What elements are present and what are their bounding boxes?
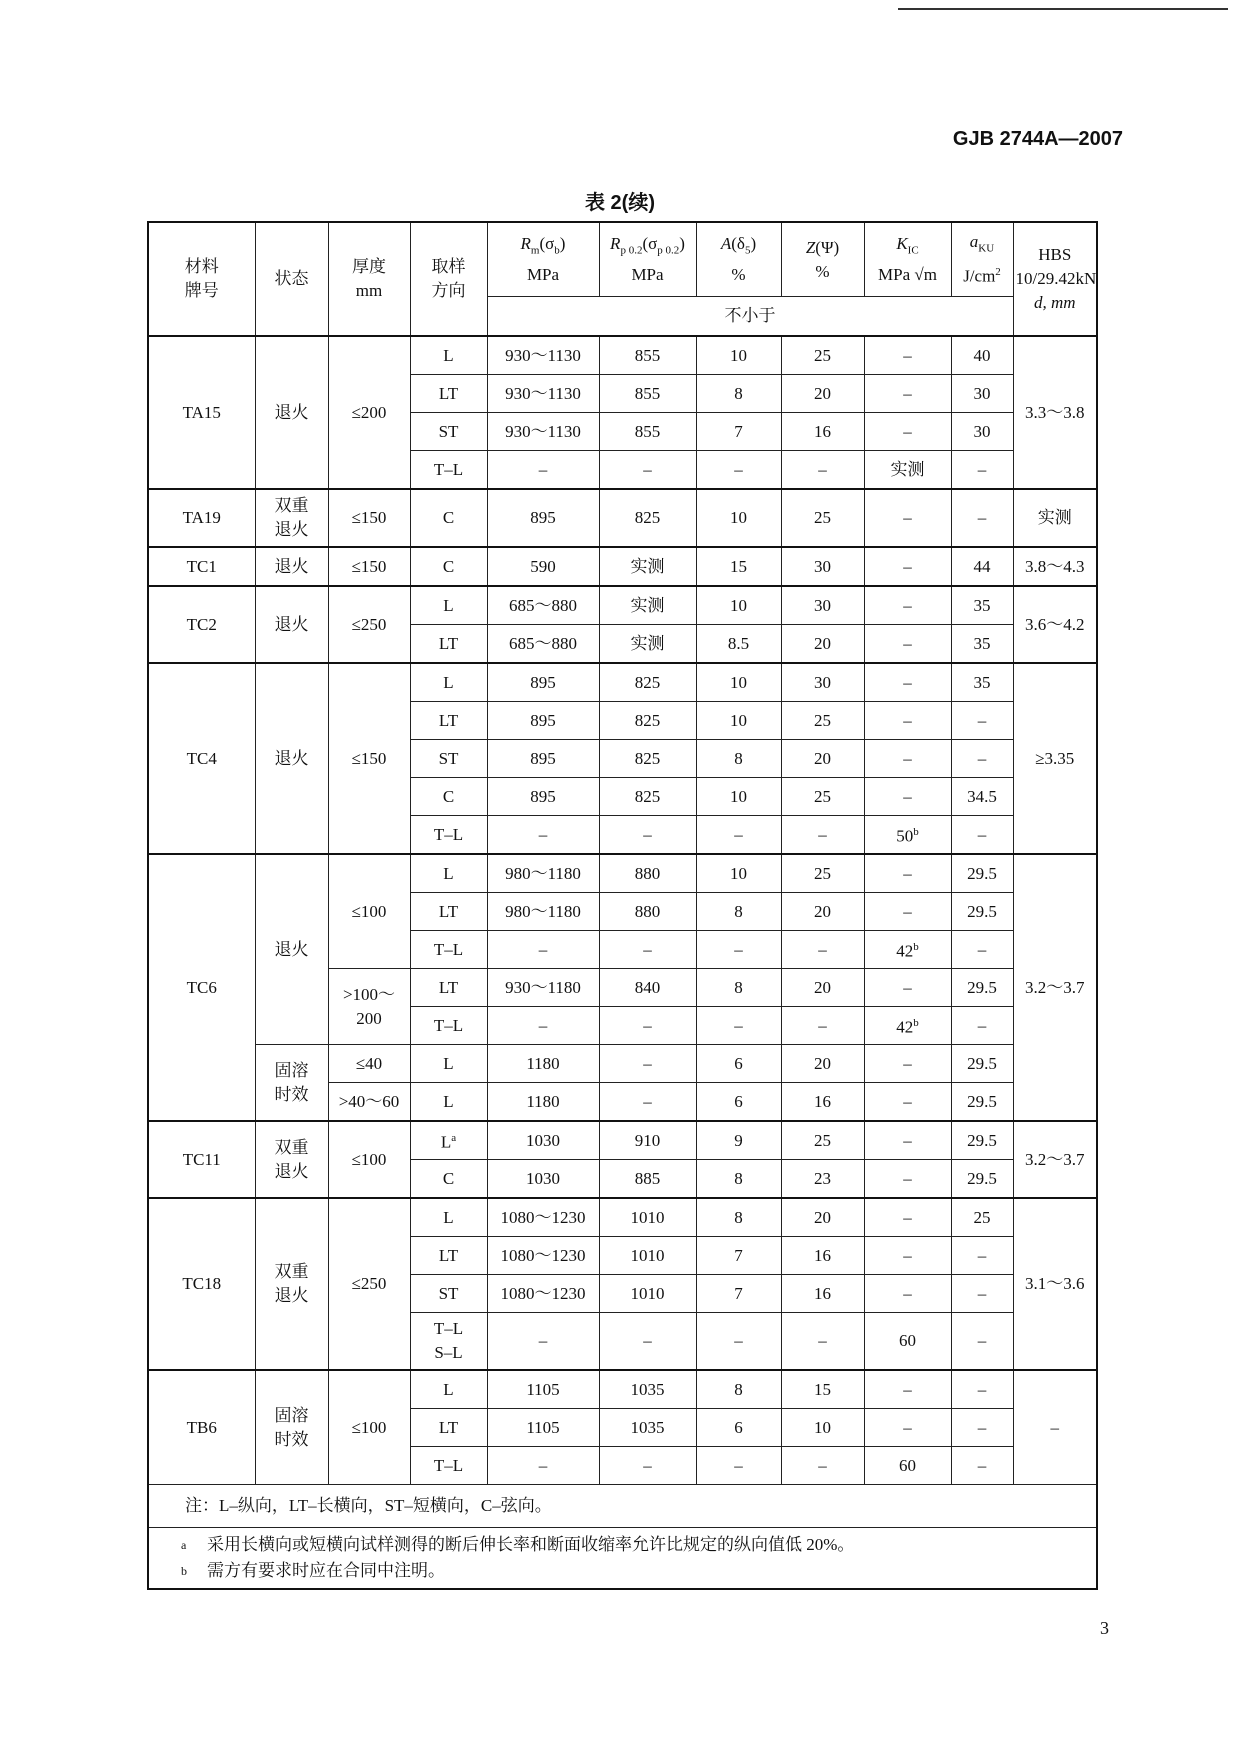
tensile-strength: 1105 [487, 1370, 599, 1409]
sampling-direction: L [410, 1045, 487, 1083]
document-number: GJB 2744A—2007 [952, 128, 1123, 150]
yield-strength: 910 [599, 1121, 696, 1160]
col-elongation: $A(\delta_5)$ % [696, 222, 781, 297]
col-state: 状态 [255, 222, 328, 336]
yield-strength: 实测 [599, 586, 696, 625]
impact-toughness: 29.5 [951, 1083, 1013, 1122]
reduction-of-area: 20 [781, 1198, 864, 1237]
hardness: 3.6～4.2 [1013, 586, 1097, 663]
reduction-of-area: – [781, 816, 864, 855]
tensile-strength: 1180 [487, 1045, 599, 1083]
tensile-strength: – [487, 816, 599, 855]
thickness: >100～ 200 [328, 969, 410, 1045]
tensile-strength: 1080～1230 [487, 1237, 599, 1275]
elongation: – [696, 816, 781, 855]
col-impact-toughness: $a_{KU}$ $J/cm^2$ [951, 222, 1013, 297]
impact-toughness: 29.5 [951, 969, 1013, 1007]
yield-strength: 1010 [599, 1237, 696, 1275]
sampling-direction: L [410, 586, 487, 625]
impact-toughness: – [951, 1409, 1013, 1447]
tensile-strength: 980～1180 [487, 854, 599, 893]
table-row [148, 854, 1097, 893]
yield-strength: – [599, 1007, 696, 1045]
fracture-toughness: – [864, 663, 951, 702]
yield-strength: 1010 [599, 1275, 696, 1313]
elongation: 15 [696, 547, 781, 586]
reduction-of-area: 16 [781, 1275, 864, 1313]
thickness: ≤40 [328, 1045, 410, 1083]
sampling-direction: L [410, 1370, 487, 1409]
reduction-of-area: 30 [781, 547, 864, 586]
reduction-of-area: 20 [781, 375, 864, 413]
elongation: – [696, 1447, 781, 1485]
thickness: ≤100 [328, 1121, 410, 1198]
yield-strength: – [599, 1313, 696, 1371]
col-direction: 取样 方向 [410, 222, 487, 336]
table-body [148, 336, 1097, 1485]
impact-toughness: 29.5 [951, 1045, 1013, 1083]
table-row [148, 489, 1097, 547]
yield-strength: 880 [599, 893, 696, 931]
col-hardness: HBS 10/29.42kN d, mm [1013, 222, 1097, 336]
yield-strength: 855 [599, 375, 696, 413]
fracture-toughness: – [864, 1198, 951, 1237]
yield-strength: 855 [599, 336, 696, 375]
table-note: 注：L–纵向，LT–长横向，ST–短横向，C–弦向。 [148, 1485, 1097, 1528]
sampling-direction: C [410, 778, 487, 816]
yield-strength: 825 [599, 663, 696, 702]
tensile-strength: 1080～1230 [487, 1198, 599, 1237]
heat-treatment-state: 双重 退火 [255, 1198, 328, 1370]
elongation: – [696, 451, 781, 490]
fracture-toughness: – [864, 625, 951, 664]
yield-strength: – [599, 451, 696, 490]
sampling-direction: T–L S–L [410, 1313, 487, 1371]
thickness: ≤200 [328, 336, 410, 489]
reduction-of-area: – [781, 931, 864, 969]
fracture-toughness: – [864, 547, 951, 586]
fracture-toughness: – [864, 336, 951, 375]
impact-toughness: – [951, 1313, 1013, 1371]
tensile-strength: 980～1180 [487, 893, 599, 931]
table-row [148, 1370, 1097, 1409]
reduction-of-area: – [781, 1007, 864, 1045]
table-row [148, 586, 1097, 625]
table-row [148, 547, 1097, 586]
material-grade: TB6 [148, 1370, 255, 1485]
fracture-toughness: 50$^b$ [864, 816, 951, 855]
elongation: – [696, 931, 781, 969]
elongation: 6 [696, 1409, 781, 1447]
heat-treatment-state: 固溶 时效 [255, 1370, 328, 1485]
reduction-of-area: 16 [781, 1083, 864, 1122]
table-row [148, 336, 1097, 375]
reduction-of-area: 30 [781, 586, 864, 625]
tensile-strength: 590 [487, 547, 599, 586]
impact-toughness: 35 [951, 586, 1013, 625]
yield-strength: 实测 [599, 625, 696, 664]
table-row [148, 1198, 1097, 1237]
yield-strength: 实测 [599, 547, 696, 586]
sampling-direction: T–L [410, 931, 487, 969]
thickness: ≤100 [328, 1370, 410, 1485]
reduction-of-area: 25 [781, 854, 864, 893]
thickness: ≤250 [328, 586, 410, 663]
impact-toughness: – [951, 931, 1013, 969]
reduction-of-area: 25 [781, 778, 864, 816]
elongation: 8.5 [696, 625, 781, 664]
material-grade: TA15 [148, 336, 255, 489]
footnote-b: b 需方有要求时应在合同中注明。 [181, 1561, 445, 1580]
fracture-toughness: – [864, 1275, 951, 1313]
fracture-toughness: 实测 [864, 451, 951, 490]
fracture-toughness: – [864, 413, 951, 451]
tensile-strength: 930～1180 [487, 969, 599, 1007]
impact-toughness: 25 [951, 1198, 1013, 1237]
tensile-strength: – [487, 451, 599, 490]
sampling-direction: L [410, 1083, 487, 1122]
material-grade: TC1 [148, 547, 255, 586]
reduction-of-area: 16 [781, 413, 864, 451]
sampling-direction: L [410, 854, 487, 893]
elongation: 9 [696, 1121, 781, 1160]
thickness: >40～60 [328, 1083, 410, 1122]
elongation: 8 [696, 1370, 781, 1409]
material-grade: TC2 [148, 586, 255, 663]
reduction-of-area: – [781, 451, 864, 490]
col-thickness: 厚度 mm [328, 222, 410, 336]
sampling-direction: C [410, 489, 487, 547]
reduction-of-area: 25 [781, 702, 864, 740]
elongation: 8 [696, 740, 781, 778]
hardness: 3.8～4.3 [1013, 547, 1097, 586]
footnotes [148, 1528, 1097, 1590]
fracture-toughness: – [864, 1121, 951, 1160]
yield-strength: 880 [599, 854, 696, 893]
elongation: – [696, 1007, 781, 1045]
sampling-direction: T–L [410, 1007, 487, 1045]
yield-strength: – [599, 1045, 696, 1083]
material-grade: TC18 [148, 1198, 255, 1370]
hardness: ≥3.35 [1013, 663, 1097, 854]
hardness: 3.2～3.7 [1013, 1121, 1097, 1198]
tensile-strength: 895 [487, 778, 599, 816]
reduction-of-area: – [781, 1447, 864, 1485]
hardness: 3.3～3.8 [1013, 336, 1097, 489]
col-reduction-of-area: Z(Ψ) % [781, 222, 864, 297]
fracture-toughness: 42$^b$ [864, 1007, 951, 1045]
sampling-direction: LT [410, 893, 487, 931]
thickness: ≤150 [328, 489, 410, 547]
fracture-toughness: – [864, 1409, 951, 1447]
sampling-direction: LT [410, 1237, 487, 1275]
yield-strength: – [599, 931, 696, 969]
tensile-strength: 895 [487, 702, 599, 740]
tensile-strength: – [487, 1007, 599, 1045]
tensile-strength: – [487, 1447, 599, 1485]
elongation: 7 [696, 1275, 781, 1313]
yield-strength: 885 [599, 1160, 696, 1199]
impact-toughness: 29.5 [951, 1160, 1013, 1199]
reduction-of-area: – [781, 1313, 864, 1371]
impact-toughness: – [951, 489, 1013, 547]
reduction-of-area: 25 [781, 1121, 864, 1160]
yield-strength: 855 [599, 413, 696, 451]
tensile-strength: 1030 [487, 1160, 599, 1199]
tensile-strength: 895 [487, 489, 599, 547]
yield-strength: – [599, 816, 696, 855]
elongation: 10 [696, 586, 781, 625]
reduction-of-area: 20 [781, 893, 864, 931]
sampling-direction: L [410, 336, 487, 375]
elongation: 10 [696, 489, 781, 547]
impact-toughness: 29.5 [951, 893, 1013, 931]
material-grade: TA19 [148, 489, 255, 547]
fracture-toughness: – [864, 740, 951, 778]
sampling-direction: LT [410, 969, 487, 1007]
table-caption: 表 2(续) [585, 192, 655, 214]
sampling-direction: LT [410, 1409, 487, 1447]
col-fracture-toughness: $K_{IC}$ MPa √m [864, 222, 951, 297]
elongation: 7 [696, 1237, 781, 1275]
heat-treatment-state: 退火 [255, 854, 328, 1045]
fracture-toughness: 60 [864, 1313, 951, 1371]
impact-toughness: 34.5 [951, 778, 1013, 816]
elongation: 10 [696, 663, 781, 702]
reduction-of-area: 10 [781, 1409, 864, 1447]
heat-treatment-state: 固溶 时效 [255, 1045, 328, 1122]
hardness: – [1013, 1370, 1097, 1485]
hardness: 实测 [1013, 489, 1097, 547]
reduction-of-area: 25 [781, 489, 864, 547]
elongation: 6 [696, 1045, 781, 1083]
table-row [148, 1121, 1097, 1160]
min-value-label: 不小于 [487, 297, 1013, 337]
heat-treatment-state: 双重 退火 [255, 1121, 328, 1198]
impact-toughness: 40 [951, 336, 1013, 375]
heat-treatment-state: 双重 退火 [255, 489, 328, 547]
header-rule [898, 8, 1228, 10]
elongation: 10 [696, 854, 781, 893]
mechanical-properties-table [147, 221, 1098, 1590]
yield-strength: 825 [599, 489, 696, 547]
heat-treatment-state: 退火 [255, 547, 328, 586]
tensile-strength: 685～880 [487, 586, 599, 625]
sampling-direction: C [410, 1160, 487, 1199]
material-grade: TC4 [148, 663, 255, 854]
fracture-toughness: – [864, 1160, 951, 1199]
reduction-of-area: 23 [781, 1160, 864, 1199]
sampling-direction: ST [410, 1275, 487, 1313]
tensile-strength: 1080～1230 [487, 1275, 599, 1313]
material-grade: TC6 [148, 854, 255, 1121]
fracture-toughness: – [864, 1083, 951, 1122]
yield-strength: – [599, 1447, 696, 1485]
elongation: 8 [696, 1160, 781, 1199]
impact-toughness: – [951, 816, 1013, 855]
thickness: ≤250 [328, 1198, 410, 1370]
reduction-of-area: 16 [781, 1237, 864, 1275]
fracture-toughness: – [864, 1370, 951, 1409]
impact-toughness: 29.5 [951, 1121, 1013, 1160]
tensile-strength: 1030 [487, 1121, 599, 1160]
sampling-direction: LT [410, 702, 487, 740]
reduction-of-area: 25 [781, 336, 864, 375]
footnote-a: a 采用长横向或短横向试样测得的断后伸长率和断面收缩率允许比规定的纵向值低 20%。 [181, 1535, 855, 1554]
fracture-toughness: – [864, 586, 951, 625]
impact-toughness: 44 [951, 547, 1013, 586]
impact-toughness: 35 [951, 663, 1013, 702]
hardness: 3.2～3.7 [1013, 854, 1097, 1121]
sampling-direction: ST [410, 740, 487, 778]
yield-strength: 825 [599, 740, 696, 778]
impact-toughness: – [951, 1447, 1013, 1485]
yield-strength: 840 [599, 969, 696, 1007]
impact-toughness: – [951, 1275, 1013, 1313]
fracture-toughness: – [864, 893, 951, 931]
reduction-of-area: 20 [781, 969, 864, 1007]
tensile-strength: 930～1130 [487, 375, 599, 413]
elongation: 10 [696, 336, 781, 375]
fracture-toughness: 60 [864, 1447, 951, 1485]
impact-toughness: 29.5 [951, 854, 1013, 893]
sampling-direction: LT [410, 625, 487, 664]
tensile-strength: 1180 [487, 1083, 599, 1122]
yield-strength: 1035 [599, 1409, 696, 1447]
tensile-strength: 685～880 [487, 625, 599, 664]
tensile-strength: 1105 [487, 1409, 599, 1447]
col-grade: 材料 牌号 [148, 222, 255, 336]
thickness: ≤150 [328, 547, 410, 586]
elongation: 8 [696, 375, 781, 413]
sampling-direction: T–L [410, 451, 487, 490]
table-row [148, 1045, 1097, 1083]
heat-treatment-state: 退火 [255, 663, 328, 854]
impact-toughness: – [951, 1370, 1013, 1409]
elongation: 6 [696, 1083, 781, 1122]
fracture-toughness: 42$^b$ [864, 931, 951, 969]
elongation: 8 [696, 969, 781, 1007]
fracture-toughness: – [864, 1237, 951, 1275]
elongation: 8 [696, 1198, 781, 1237]
page-number: 3 [1100, 1618, 1109, 1638]
elongation: 8 [696, 893, 781, 931]
yield-strength: 825 [599, 702, 696, 740]
impact-toughness: – [951, 451, 1013, 490]
fracture-toughness: – [864, 375, 951, 413]
fracture-toughness: – [864, 702, 951, 740]
heat-treatment-state: 退火 [255, 586, 328, 663]
reduction-of-area: 20 [781, 740, 864, 778]
impact-toughness: 30 [951, 413, 1013, 451]
yield-strength: 1010 [599, 1198, 696, 1237]
reduction-of-area: 30 [781, 663, 864, 702]
sampling-direction: T–L [410, 1447, 487, 1485]
yield-strength: – [599, 1083, 696, 1122]
thickness: ≤150 [328, 663, 410, 854]
reduction-of-area: 15 [781, 1370, 864, 1409]
yield-strength: 825 [599, 778, 696, 816]
col-yield-strength: $R_{p 0.2}(\sigma_{p 0.2})$ MPa [599, 222, 696, 297]
sampling-direction: LT [410, 375, 487, 413]
tensile-strength: 895 [487, 663, 599, 702]
impact-toughness: 35 [951, 625, 1013, 664]
thickness: ≤100 [328, 854, 410, 969]
sampling-direction: C [410, 547, 487, 586]
sampling-direction: L [410, 663, 487, 702]
tensile-strength: 930～1130 [487, 413, 599, 451]
fracture-toughness: – [864, 778, 951, 816]
sampling-direction: L [410, 1198, 487, 1237]
col-tensile-strength: $R_m(\sigma_b)$ MPa [487, 222, 599, 297]
impact-toughness: – [951, 1007, 1013, 1045]
yield-strength: 1035 [599, 1370, 696, 1409]
reduction-of-area: 20 [781, 625, 864, 664]
tensile-strength: – [487, 1313, 599, 1371]
reduction-of-area: 20 [781, 1045, 864, 1083]
tensile-strength: 930～1130 [487, 336, 599, 375]
elongation: – [696, 1313, 781, 1371]
hardness: 3.1～3.6 [1013, 1198, 1097, 1370]
heat-treatment-state: 退火 [255, 336, 328, 489]
fracture-toughness: – [864, 854, 951, 893]
impact-toughness: – [951, 702, 1013, 740]
tensile-strength: – [487, 931, 599, 969]
material-grade: TC11 [148, 1121, 255, 1198]
table-row [148, 663, 1097, 702]
sampling-direction: $L^a$ [410, 1121, 487, 1160]
elongation: 10 [696, 702, 781, 740]
sampling-direction: T–L [410, 816, 487, 855]
impact-toughness: 30 [951, 375, 1013, 413]
elongation: 7 [696, 413, 781, 451]
fracture-toughness: – [864, 489, 951, 547]
fracture-toughness: – [864, 1045, 951, 1083]
sampling-direction: ST [410, 413, 487, 451]
impact-toughness: – [951, 1237, 1013, 1275]
fracture-toughness: – [864, 969, 951, 1007]
tensile-strength: 895 [487, 740, 599, 778]
impact-toughness: – [951, 740, 1013, 778]
elongation: 10 [696, 778, 781, 816]
